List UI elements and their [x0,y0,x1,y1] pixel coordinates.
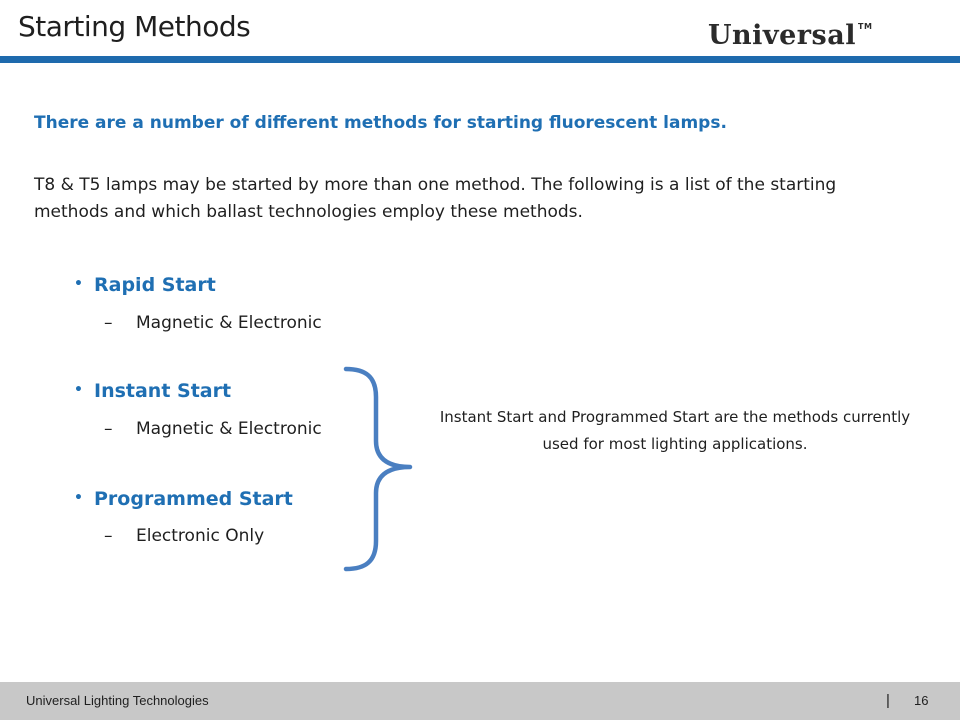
body-paragraph: T8 & T5 lamps may be started by more than one method. The following is a list of the starting methods and which ballast technologies employ these methods. [34,175,837,222]
bullet-icon: • [74,276,83,292]
right-brace-icon [340,365,420,575]
method-detail-instant-start [104,419,322,439]
method-name: Rapid Start [94,274,216,296]
footer-bar [0,682,960,720]
company-logo [708,20,872,51]
trademark-mark: TM [857,22,873,31]
method-rapid-start [74,274,216,296]
dash-icon: – [104,526,113,546]
dash-icon: – [104,313,113,333]
method-detail-programmed-start [104,526,264,546]
method-instant-start [74,380,231,402]
intro-text: There are a number of different methods for starting fluorescent lamps. [34,113,727,133]
page-number: 16 [914,693,929,708]
method-detail-rapid-start [104,313,322,333]
method-name: Instant Start [94,380,232,402]
page-title: Starting Methods [18,10,251,43]
bullet-icon: • [74,382,83,398]
brace-path [346,369,410,569]
bullet-icon: • [74,490,83,506]
header-divider-bar [0,56,960,63]
methods-note: Instant Start and Programmed Start are the methods currently used for most lighting applications. [439,408,911,453]
dash-icon: – [104,419,113,439]
footer-company: Universal Lighting Technologies [26,693,209,708]
logo-text: Universal [708,20,856,51]
method-detail: Electronic Only [136,526,265,546]
method-name: Programmed Start [94,488,293,510]
method-detail: Magnetic & Electronic [136,419,322,439]
method-programmed-start [74,488,293,510]
method-detail: Magnetic & Electronic [136,313,322,333]
footer-separator: | [886,692,890,709]
